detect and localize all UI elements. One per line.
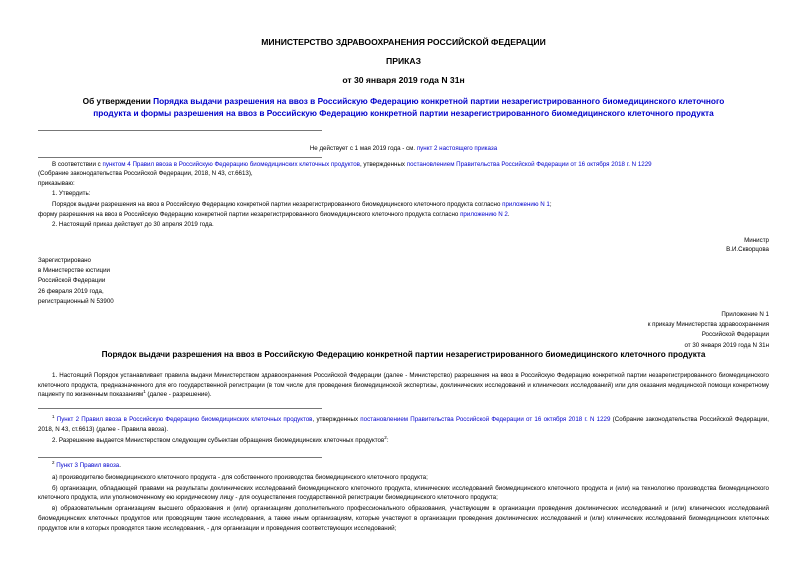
order-subitems [38,473,769,533]
document-title [40,95,767,119]
subitem-v: в) образовательным организациям высшего образования и (или) организациям дополнительного профессионального образования, участвующим в организации проведения доклинических исследований и (или) клинических исследований биомедицинских клеточных продуктов или проводящим такие исследования, а также иным организациям, которые участвуют в организации проведения доклинических исследований и (или) клинических исследований биомедицинских клеточных продуктов или в которых проводятся такие исследования, - для организации и проведения соответствующих исследований; [38,505,769,532]
fn1-rules-link[interactable]: Пункт 2 Правил ввоза в Российскую Федерацию биомедицинских клеточных продуктов [54,416,313,423]
item-1a: Порядок выдачи разрешения на ввоз в Российскую Федерацию конкретной партии незарегистрированного биомедицинского клеточного продукта согласно приложению N 1; [52,200,552,208]
rules-link[interactable]: пунктом 4 Правил ввоза в Российскую Федерацию биомедицинских клеточных продуктов [102,161,360,168]
preamble-source: (Собрание законодательства Российской Федерации, 2018, N 43, ст.6613), [38,170,253,178]
fn2-rules-link[interactable]: Пункт 3 Правил ввоза [54,462,120,469]
fn1-decree-link[interactable]: постановлением Правительства Российской Федерации от 16 октября 2018 г. N 1229 [360,416,611,423]
validity-notice: Не действует с 1 мая 2019 года - см. пункт 2 настоящего приказа [309,145,498,152]
preamble-text: В соответствии с пунктом 4 Правил ввоза в Российскую Федерацию биомедицинских клеточных продуктов, утвержденных постановлением Правительства Российской Федерации от 16 октября 2018 г. N 1229 [52,161,652,168]
footnote-1: $^1$ Пункт 2 Правил ввоза в Российскую Федерацию биомедицинских клеточных продуктов, утвержденных постановлением Правительства Российской Федерации от 16 октября 2018 г. N 1229 (Собрание законодательства Российской Федерации, 2018, N 43, ст.6613) (далее - Правила ввоза). 2. Разрешение выдается Министерством следующим субъектам обращения биомедицинских клеточных продуктов$^2$: [38,413,769,445]
order-p2: 2. Разрешение выдается Министерством следующим субъектам обращения биомедицинских клеточных продуктов$^2$: [52,435,389,445]
appendix-1-link[interactable]: приложению N 1 [502,200,550,208]
subitem-a: а) производителю биомедицинского клеточного продукта - для собственного производства биомедицинского клеточного продукта; [52,474,428,481]
order-title: Порядок выдачи разрешения на ввоз в Российскую Федерацию конкретной партии незарегистрированного биомедицинского клеточного продукта [101,350,706,359]
title-link-rest[interactable]: продукта и формы разрешения на ввоз в Российскую Федерацию конкретной партии незарегистрированного биомедицинского клеточного продукта [93,108,714,118]
item-1: 1. Утвердить: [52,190,91,198]
signature-role: Министр [744,237,769,244]
order-p1: 1. Настоящий Порядок устанавливает правила выдачи Министерством здравоохранения Российской Федерации (далее - Министерство) разрешения на ввоз в Российскую Федерацию конкретной партии незарегистрированного биомедицинского клеточного продукта, предназначенного для его государственной регистрации (в том числе для проведения биомедицинской экспертизы, доклинических исследований и клинических исследований) или для оказания медицинской помощи конкретному пациенту по жизненным показаниям$^1$ (далее - разрешение). [38,372,769,399]
ministry-heading: МИНИСТЕРСТВО ЗДРАВООХРАНЕНИЯ РОССИЙСКОЙ ФЕДЕРАЦИИ [261,37,546,47]
divider-notice [38,157,322,158]
preamble-order: приказываю: [38,179,75,187]
appendix-header: Приложение N 1 к приказу Министерства здравоохранения Российской Федерации от 30 января 2019 года N 31н [647,311,769,349]
title-link[interactable]: Порядка выдачи разрешения на ввоз в Российскую Федерацию конкретной партии незарегистрированного биомедицинского клеточного [153,96,725,106]
registration-block: Зарегистрировано в Министерстве юстиции Российской Федерации 26 февраля 2019 года, регистрационный N 53900 [38,257,114,305]
decree-link[interactable]: постановлением Правительства Российской Федерации от 16 октября 2018 г. N 1229 [406,161,652,168]
doc-type-heading: ПРИКАЗ [386,56,421,66]
notice-link[interactable]: пункт 2 настоящего приказа [416,145,498,152]
signature-name: В.И.Скворцова [726,246,769,254]
footnote-2: $^2$ Пункт 3 Правил ввоза. [52,459,121,469]
divider-fn2 [38,457,322,458]
appendix-2-link[interactable]: приложению N 2 [460,211,508,219]
preamble [38,160,769,230]
doc-date-number: от 30 января 2019 года N 31н [342,75,465,85]
signature [400,236,769,255]
item-1b: форму разрешения на ввоз в Российскую Федерацию конкретной партии незарегистрированного биомедицинского клеточного продукта согласно приложению N 2. [38,211,510,219]
divider-top [38,130,322,131]
title-prefix: Об утверждении [82,96,154,106]
subitem-b: б) организации, обладающей правами на результаты доклинических исследований биомедицинского клеточного продукта, клинических исследований биомедицинского клеточного продукта и (или) на технологию производства биомедицинского клеточного продукта, или уполномоченному ею юридическому лицу - для осуществления государственной регистрации биомедицинского клеточного продукта; [38,484,769,502]
divider-fn1 [38,408,322,409]
item-2: 2. Настоящий приказ действует до 30 апреля 2019 года. [52,221,214,229]
